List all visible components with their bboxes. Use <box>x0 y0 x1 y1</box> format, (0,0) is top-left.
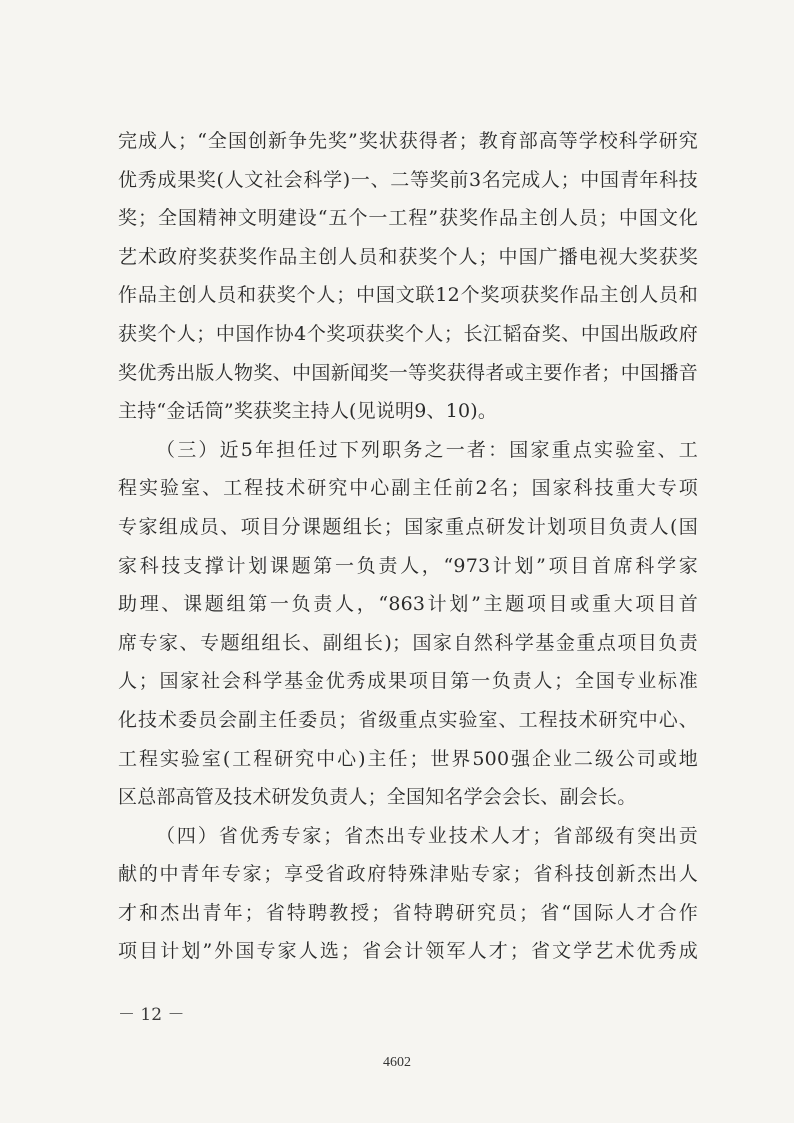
text-line: 作品主创人员和获奖个人；中国文联12个奖项获奖作品主创人员和 <box>118 284 698 307</box>
text-line: 专家组成员、项目分课题组长；国家重点研发计划项目负责人(国 <box>118 515 698 538</box>
text-line: 奖优秀出版人物奖、中国新闻奖一等奖获得者或主要作者；中国播音 <box>118 361 698 384</box>
text-line: 程实验室、工程技术研究中心副主任前2名；国家科技重大专项 <box>118 477 698 500</box>
paragraph-item-4 <box>118 817 698 971</box>
text-line: 艺术政府奖获奖作品主创人员和获奖个人；中国广播电视大奖获奖 <box>118 245 698 268</box>
text-line: 区总部高管及技术研发负责人；全国知名学会会长、副会长。 <box>118 786 637 809</box>
text-line: 献的中青年专家；享受省政府特殊津贴专家；省科技创新杰出人 <box>118 863 698 886</box>
text-line: 项目计划”外国专家人选；省会计领军人才；省文学艺术优秀成 <box>118 940 698 963</box>
text-line: 才和杰出青年；省特聘教授；省特聘研究员；省“国际人才合作 <box>118 901 698 924</box>
text-line: 助理、课题组第一负责人，“863计划”主题项目或重大项目首 <box>118 593 698 616</box>
text-line: 家科技支撑计划课题第一负责人，“973计划”项目首席科学家 <box>118 554 698 577</box>
body-text <box>118 122 698 971</box>
paragraph-continued <box>118 122 698 431</box>
text-line: 席专家、专题组组长、副组长)；国家自然科学基金重点项目负责 <box>118 631 698 654</box>
text-line: 优秀成果奖(人文社会科学)一、二等奖前3名完成人；中国青年科技 <box>118 168 698 191</box>
text-line: （三）近5年担任过下列职务之一者：国家重点实验室、工 <box>156 438 698 461</box>
text-line: 工程实验室(工程研究中心)主任；世界500强企业二级公司或地 <box>118 747 698 770</box>
text-line: 完成人；“全国创新争先奖”奖状获得者；教育部高等学校科学研究 <box>118 130 698 152</box>
text-line: 人；国家社会科学基金优秀成果项目第一负责人；全国专业标准 <box>118 670 698 693</box>
text-line: （四）省优秀专家；省杰出专业技术人才；省部级有突出贡 <box>156 824 698 847</box>
text-line: 奖；全国精神文明建设“五个一工程”获奖作品主创人员；中国文化 <box>118 207 698 230</box>
text-line: 化技术委员会副主任委员；省级重点实验室、工程技术研究中心、 <box>118 708 698 731</box>
page-number: － 12 － <box>118 1005 185 1025</box>
paragraph-item-3 <box>118 431 698 817</box>
stamp-number: 4602 <box>383 1055 411 1070</box>
text-line: 获奖个人；中国作协4个奖项获奖个人；长江韬奋奖、中国出版政府 <box>118 322 698 345</box>
text-line: 主持“金话筒”奖获奖主持人(见说明9、10)。 <box>118 400 498 423</box>
